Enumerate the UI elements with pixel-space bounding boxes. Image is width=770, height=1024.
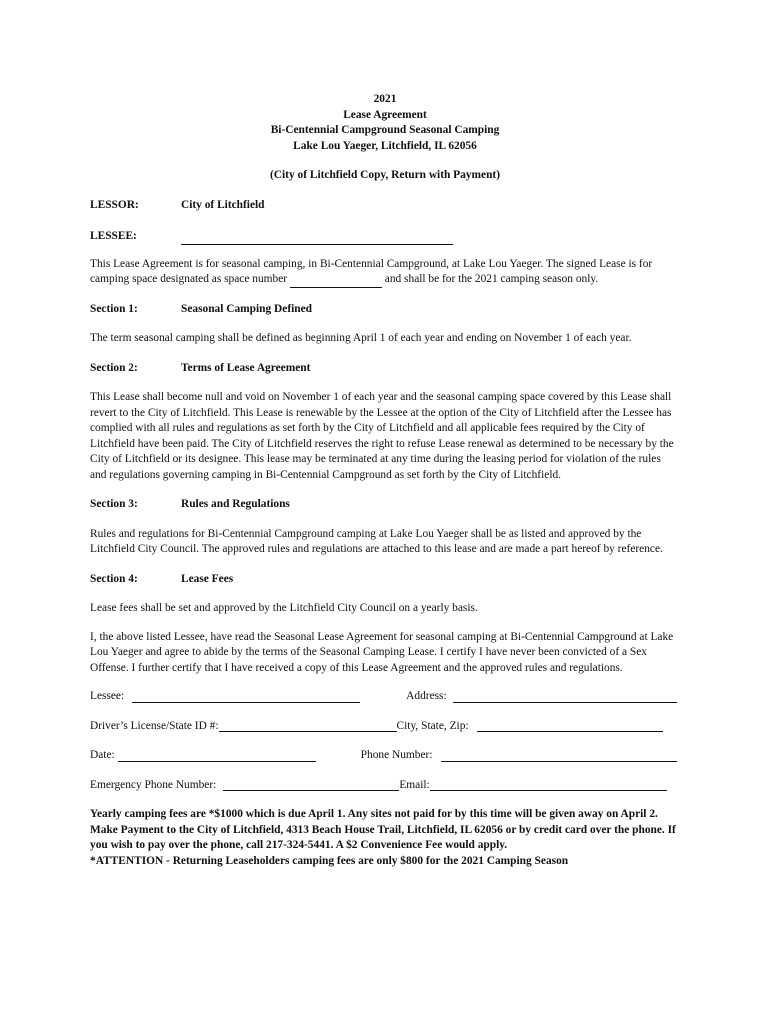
section-2-title: Terms of Lease Agreement [181,361,311,374]
section-4-title: Lease Fees [181,572,234,585]
address-label: Address: [406,690,447,702]
document-header [90,92,680,154]
drivers-license-label: Driver’s License/State ID #: [90,719,219,732]
section-1-body: The term seasonal camping shall be defined as beginning April 1 of each year and ending on November 1 of each year. [90,332,632,344]
drivers-license-field[interactable] [219,730,397,732]
section-1-heading [90,302,680,318]
city-state-zip-label: City, State, Zip: [396,719,469,732]
email-label: Email: [399,778,430,791]
form-row-license-city [90,719,680,735]
date-label: Date: [90,749,115,761]
lessee-form-label: Lessee: [90,690,125,702]
header-title: Lease Agreement [343,108,427,121]
lessee-name-field[interactable] [132,701,360,703]
form-row-emergency-email [90,778,680,794]
fees-notice-line-1: Yearly camping fees are *$1000 which is due April 1. Any sites not paid for by this time will be given away on April 2. Make Payment to the City of Litchfield, 4313 Beach House Trail, Litchfield, IL 62056 or by credit card over the phone. If you wish to pay over the phone, call 217-324-5441. A $2 Convenience Fee would apply. [90,808,676,851]
city-state-zip-field[interactable] [477,730,663,732]
header-year: 2021 [373,93,397,105]
section-4-heading [90,572,680,588]
section-1-title: Seasonal Camping Defined [181,302,313,315]
email-field[interactable] [430,789,667,791]
section-1-number: Section 1: [90,302,138,315]
section-2-body: This Lease shall become null and void on November 1 of each year and the seasonal camping space covered by this Lease shall revert to the City of Litchfield. This Lease is renewable by the Lessee at the option of the City of Litchfield after the Lessee has complied with all rules and regulations as set forth by the City of Litchfield and all applicable fees required by the City of Litchfield have been paid. The City of Litchfield reserves the right to refuse Lease renewal as determined to be necessary by the City of Litchfield or its designee. This lease may be terminated at any time during the leasing period for violation of the rules and regulations governing camping in Bi-Centennial Campground as set forth by the City of Litchfield. [90,391,674,481]
fees-notice-line-2: *ATTENTION - Returning Leaseholders camping fees are only $800 for the 2021 Camping Season [90,854,569,867]
lessee-row [90,229,680,245]
header-location: Lake Lou Yaeger, Litchfield, IL 62056 [293,139,477,152]
intro-text-after: and shall be for the 2021 camping season only. [384,273,599,285]
section-4-body: Lease fees shall be set and approved by the Litchfield City Council on a yearly basis. [90,602,478,614]
lessee-label: LESSEE: [90,230,137,242]
copy-note: (City of Litchfield Copy, Return with Payment) [269,169,500,181]
lease-agreement-page [90,92,680,869]
section-2-heading [90,361,680,377]
phone-field[interactable] [441,760,677,762]
phone-label: Phone Number: [360,749,433,761]
section-2-number: Section 2: [90,361,138,374]
section-3-body: Rules and regulations for Bi-Centennial Campground camping at Lake Lou Yaeger shall be as listed and approved by the Litchfield City Council. The approved rules and regulations are attached to this lease and are made a part hereof by reference. [90,527,663,555]
section-4-number: Section 4: [90,572,138,585]
lessor-value: City of Litchfield [181,198,265,211]
address-field[interactable] [453,701,677,703]
date-field[interactable] [118,760,316,762]
space-number-blank[interactable] [290,276,382,288]
intro-text-before: This Lease Agreement is for seasonal camping, in Bi-Centennial Campground, at Lake Lou Yaeger. The signed Lease is for camping space designated as space number [90,257,653,285]
form-row-lessee-address [90,689,680,705]
section-3-heading [90,497,680,513]
lessee-blank-line[interactable] [181,232,453,245]
certification-paragraph: I, the above listed Lessee, have read the Seasonal Lease Agreement for seasonal camping at Bi-Centennial Campground at Lake Lou Yaeger and agree to abide by the terms of the Seasonal Camping Lease. I certify I have never been convicted of a Sex Offense. I further certify that I have received a copy of this Lease Agreement and the approved rules and regulations. [90,630,674,674]
form-row-date-phone [90,748,680,764]
header-campground: Bi-Centennial Campground Seasonal Camping [270,124,500,136]
section-3-number: Section 3: [90,498,138,510]
lessor-label: LESSOR: [90,198,139,211]
lessor-row [90,198,680,214]
intro-paragraph [90,257,680,288]
emergency-phone-field[interactable] [223,789,399,791]
fees-notice [90,807,680,869]
emergency-phone-label: Emergency Phone Number: [90,778,217,791]
section-3-title: Rules and Regulations [181,498,290,510]
